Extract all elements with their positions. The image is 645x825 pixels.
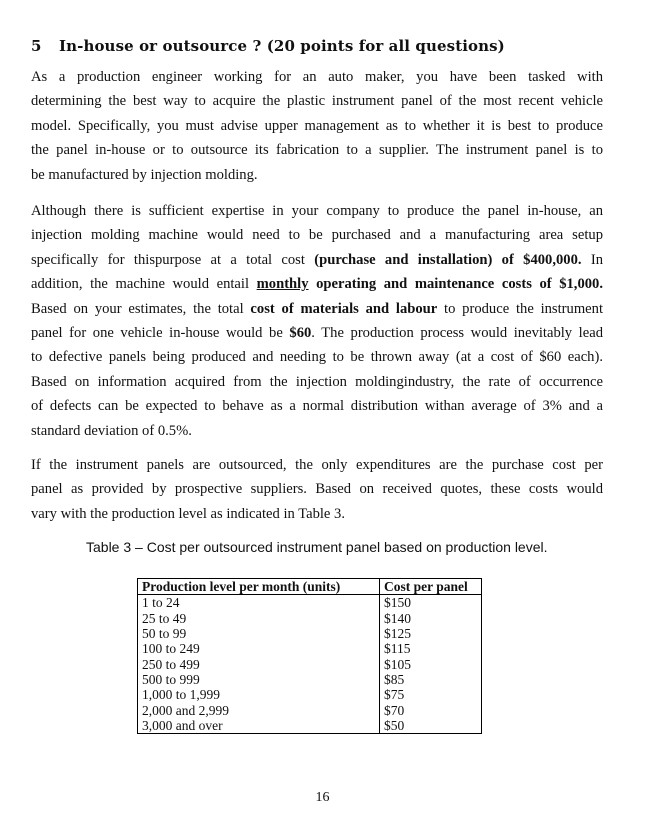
paragraph-line: model. Specifically, you must advise upper management as to whether it is best to produce xyxy=(31,117,603,134)
cost-cell: $75 xyxy=(380,687,482,702)
cost-cell: $140 xyxy=(380,611,482,626)
column-header-cost: Cost per panel xyxy=(380,579,482,595)
production-level-cell: 1,000 to 1,999 xyxy=(138,687,380,702)
cost-cell: $70 xyxy=(380,702,482,717)
paragraph-line: vary with the production level as indicated in Table 3. xyxy=(31,505,346,522)
paragraph-line: of defects can be expected to behave as a normal distribution withan average of 3% and a xyxy=(31,398,603,415)
production-level-cell: 1 to 24 xyxy=(138,595,380,611)
cost-cell: $50 xyxy=(380,718,482,734)
cost-cell: $125 xyxy=(380,626,482,641)
text-run: . The production process would inevitably lead xyxy=(311,325,603,342)
text-run: specifically for thispurpose at a total cost xyxy=(31,251,315,268)
bold-underlined-monthly: monthly xyxy=(256,276,309,293)
cost-cell: $115 xyxy=(380,641,482,656)
paragraph-intro xyxy=(31,65,603,187)
table-caption: Table 3 – Cost per outsourced instrument panel based on production level. xyxy=(86,539,548,555)
production-level-cell: 25 to 49 xyxy=(138,611,380,626)
section-title: In-house or outsource ? (20 points for all questions) xyxy=(59,37,505,55)
cost-table xyxy=(137,578,482,734)
cost-cell: $105 xyxy=(380,656,482,671)
production-level-cell: 2,000 and 2,999 xyxy=(138,702,380,717)
paragraph-line xyxy=(31,272,603,296)
text-run: addition, the machine would entail xyxy=(31,276,257,293)
paragraph-line: determining the best way to acquire the plastic instrument panel of the most recent vehicle xyxy=(31,93,603,110)
production-level-cell: 50 to 99 xyxy=(138,626,380,641)
production-level-cell: 3,000 and over xyxy=(138,718,380,734)
table-row xyxy=(138,656,482,671)
page-number: 16 xyxy=(315,790,330,805)
paragraph-line: Although there is sufficient expertise in your company to produce the panel in-house, an xyxy=(31,203,603,219)
production-level-cell: 100 to 249 xyxy=(138,641,380,656)
table-row xyxy=(138,687,482,702)
table-row xyxy=(138,595,482,611)
paragraph-line: panel as provided by prospective suppliers. Based on received quotes, these costs would xyxy=(31,481,603,498)
paragraph-line: the panel in-house or to outsource its fabrication to a supplier. The instrument panel is to xyxy=(31,142,603,159)
column-header-production-level: Production level per month (units) xyxy=(138,579,380,595)
table-row xyxy=(138,626,482,641)
paragraph-line: injection molding machine would need to be purchased and a manufacturing area setup xyxy=(31,227,603,244)
bold-total-cost: (purchase and installation) of $400,000. xyxy=(314,251,582,268)
paragraph-line: Based on information acquired from the injection moldingindustry, the rate of occurrence xyxy=(31,373,603,390)
bold-operating-costs: operating and maintenance costs of $1,000. xyxy=(308,276,603,293)
paragraph-line xyxy=(31,248,603,272)
bold-unit-cost: $60 xyxy=(289,325,312,342)
bold-materials-labour: cost of materials and labour xyxy=(250,300,438,317)
production-level-cell: 500 to 999 xyxy=(138,672,380,687)
paragraph-line: be manufactured by injection molding. xyxy=(31,166,258,183)
table-row xyxy=(138,641,482,656)
paragraph-line: standard deviation of 0.5%. xyxy=(31,422,192,439)
table-row xyxy=(138,611,482,626)
cost-cell: $85 xyxy=(380,672,482,687)
table-row xyxy=(138,702,482,717)
text-run: Based on your estimates, the total xyxy=(31,300,251,317)
table-header-row xyxy=(138,579,482,595)
paragraph-line: If the instrument panels are outsourced, the only expenditures are the purchase cost per xyxy=(31,457,603,473)
section-number: 5 xyxy=(31,37,42,55)
paragraph-line xyxy=(31,321,603,345)
paragraph-outsource xyxy=(31,453,603,526)
text-run: In xyxy=(581,251,604,268)
paragraph-line: As a production engineer working for an auto maker, you have been tasked with xyxy=(31,69,603,85)
text-run: panel for one vehicle in-house would be xyxy=(31,325,290,342)
section-heading xyxy=(31,37,505,55)
table-row xyxy=(138,718,482,734)
paragraph-line: to defective panels being produced and needing to be thrown away (at a cost of $60 each). xyxy=(31,349,603,366)
paragraph-inhouse xyxy=(31,199,603,443)
table-row xyxy=(138,672,482,687)
paragraph-line xyxy=(31,297,603,321)
production-level-cell: 250 to 499 xyxy=(138,656,380,671)
text-run: to produce the instrument xyxy=(437,300,603,317)
cost-cell: $150 xyxy=(380,595,482,611)
